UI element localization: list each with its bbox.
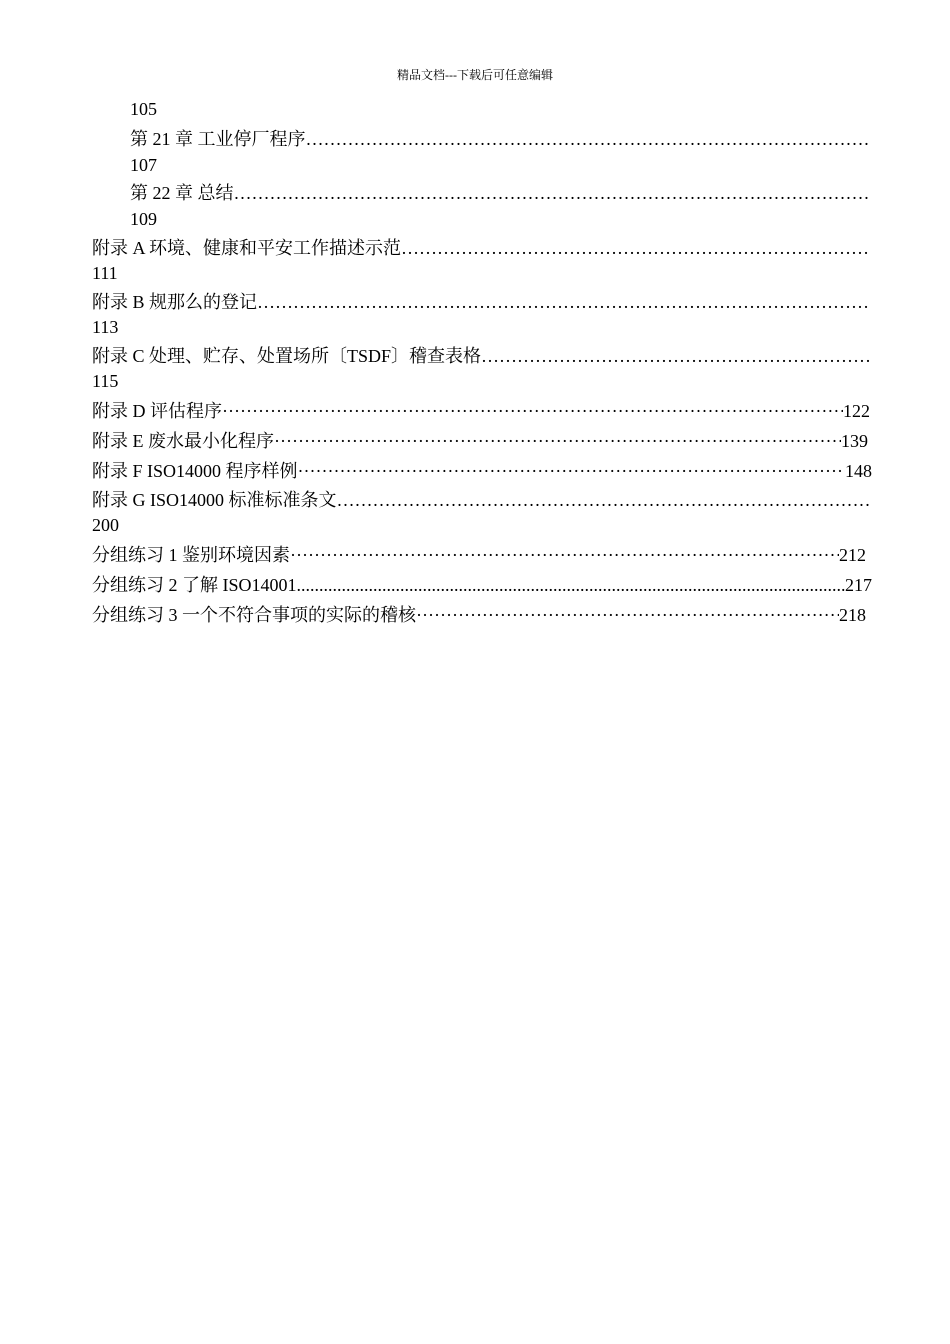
toc-entry-label: 附录 D 评估程序 <box>92 401 222 421</box>
toc-entry-label: 附录 A 环境、健康和平安工作描述示范 <box>92 238 402 258</box>
toc-leader-dots <box>337 487 870 513</box>
toc-leader-dots <box>416 602 839 628</box>
toc-entry-label: 分组练习 1 鉴别环境因素 <box>92 545 290 565</box>
toc-page-number: 107 <box>130 155 157 175</box>
toc-leader-dots <box>234 180 871 206</box>
toc-entry[interactable] <box>92 235 870 261</box>
toc-leader-dots <box>298 458 845 484</box>
toc-leader-dots <box>274 428 841 454</box>
toc-page-number: 109 <box>130 209 157 229</box>
toc-entry-label: 附录 C 处理、贮存、处置场所〔TSDF〕稽查表格 <box>92 346 482 366</box>
toc-entry-label: 附录 F ISO14000 程序样例 <box>92 461 298 481</box>
toc-leader-dots <box>297 572 845 598</box>
toc-entry[interactable] <box>92 428 868 454</box>
toc-page-number: 217 <box>845 575 872 595</box>
toc-entry-label: 第 21 章 工业停厂程序 <box>130 129 306 149</box>
toc-entry[interactable] <box>130 126 870 152</box>
toc-entry[interactable] <box>92 602 866 628</box>
toc-entry[interactable] <box>92 487 870 513</box>
toc-leader-dots <box>401 235 870 261</box>
toc-entry-label: 附录 E 废水最小化程序 <box>92 431 274 451</box>
toc-entry-label: 分组练习 3 一个不符合事项的实际的稽核 <box>92 605 416 625</box>
toc-page-number: 139 <box>841 431 868 451</box>
toc-page-number: 115 <box>92 371 119 391</box>
toc-page-number: 113 <box>92 317 119 337</box>
page-header: 精品文档---下载后可任意编辑 <box>397 68 553 82</box>
toc-entry[interactable] <box>92 398 870 424</box>
toc-entry-label: 分组练习 2 了解 ISO14001 <box>92 575 297 595</box>
toc-leader-dots <box>481 343 870 369</box>
toc-leader-dots <box>290 542 839 568</box>
toc-entry[interactable] <box>92 289 870 315</box>
toc-entry[interactable] <box>92 458 872 484</box>
toc-entry-label: 附录 B 规那么的登记 <box>92 292 258 312</box>
toc-entry[interactable] <box>92 343 870 369</box>
toc-leader-dots <box>222 398 843 424</box>
toc-leader-dots <box>306 126 871 152</box>
toc-page-number: 111 <box>92 263 118 283</box>
toc-leader-dots <box>257 289 870 315</box>
toc-page-number: 105 <box>130 99 157 119</box>
toc-entry[interactable] <box>130 180 870 206</box>
toc-entry-label: 第 22 章 总结 <box>130 183 234 203</box>
toc-page-number: 218 <box>839 605 866 625</box>
toc-entry[interactable] <box>92 572 872 598</box>
toc-page-number: 200 <box>92 515 119 535</box>
toc-entry[interactable] <box>92 542 866 568</box>
toc-page-number: 122 <box>843 401 870 421</box>
toc-entry-label: 附录 G ISO14000 标准标准条文 <box>92 490 337 510</box>
toc-page-number: 148 <box>845 461 872 481</box>
toc-page-number: 212 <box>839 545 866 565</box>
